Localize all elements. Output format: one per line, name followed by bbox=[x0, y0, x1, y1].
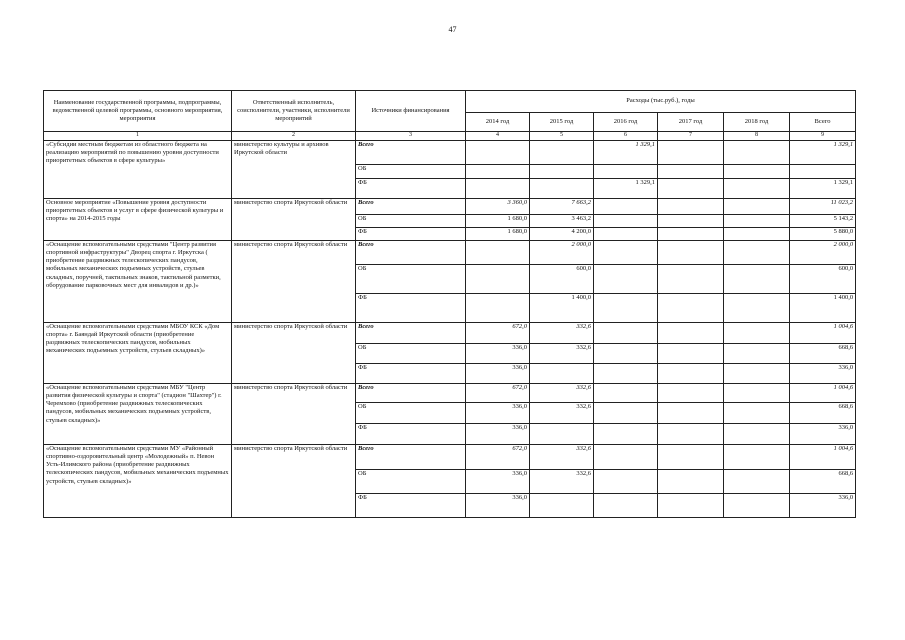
year-cell bbox=[594, 344, 658, 364]
year-cell bbox=[594, 215, 658, 228]
year-cell bbox=[594, 403, 658, 424]
year-cell bbox=[594, 424, 658, 445]
total-cell: 1 004,6 bbox=[790, 323, 856, 344]
year-cell bbox=[658, 265, 724, 294]
activity-name: «Оснащение вспомогательными средствами МБОУ КСК «Дом спорта» г. Баяндай Иркутской области (приобретение раздвижных телескопических пандусов, мобильных механических подъемных устройств, стульев складных)» bbox=[44, 323, 232, 384]
year-cell bbox=[658, 384, 724, 403]
year-cell: 336,0 bbox=[466, 470, 530, 494]
header-year: 2014 год bbox=[466, 113, 530, 132]
header-year: 2018 год bbox=[724, 113, 790, 132]
year-cell bbox=[658, 241, 724, 265]
year-cell bbox=[724, 199, 790, 215]
year-cell bbox=[594, 494, 658, 518]
total-cell: 336,0 bbox=[790, 424, 856, 445]
year-cell: 1 329,1 bbox=[594, 179, 658, 199]
column-number: 3 bbox=[356, 132, 466, 141]
year-cell bbox=[594, 470, 658, 494]
table-row bbox=[44, 323, 856, 344]
year-cell: 672,0 bbox=[466, 323, 530, 344]
year-cell bbox=[724, 424, 790, 445]
column-number: 1 bbox=[44, 132, 232, 141]
activity-name: «Оснащение вспомогательными средствами "Центр развития спортивной инфраструктуры" Дворец спорта г. Иркутска ( приобретение раздвижных телескопических пандусов, мобильных механических подъемных устройств, стульев складных, поручней, тактильных знаков, тактильной разметки, оборудование парковочных мест для инвалидов и др.)» bbox=[44, 241, 232, 323]
year-cell bbox=[658, 165, 724, 179]
header-year: 2017 год bbox=[658, 113, 724, 132]
year-cell bbox=[594, 165, 658, 179]
year-cell bbox=[658, 470, 724, 494]
funding-source: ФБ bbox=[356, 179, 466, 199]
executor: министерство спорта Иркутской области bbox=[232, 199, 356, 241]
year-cell: 336,0 bbox=[466, 364, 530, 384]
year-cell bbox=[658, 424, 724, 445]
table-row bbox=[44, 241, 856, 265]
total-cell: 1 004,6 bbox=[790, 445, 856, 470]
year-cell bbox=[530, 165, 594, 179]
executor: министерство спорта Иркутской области bbox=[232, 323, 356, 384]
funding-source: ОБ bbox=[356, 344, 466, 364]
column-number: 9 bbox=[790, 132, 856, 141]
column-number: 7 bbox=[658, 132, 724, 141]
year-cell: 3 463,2 bbox=[530, 215, 594, 228]
table-row bbox=[44, 445, 856, 470]
year-cell bbox=[724, 228, 790, 241]
year-cell bbox=[724, 494, 790, 518]
year-cell bbox=[594, 384, 658, 403]
year-cell: 336,0 bbox=[466, 494, 530, 518]
year-cell bbox=[594, 228, 658, 241]
table-row bbox=[44, 199, 856, 215]
year-cell bbox=[724, 384, 790, 403]
total-cell: 600,0 bbox=[790, 265, 856, 294]
column-number: 2 bbox=[232, 132, 356, 141]
table-row bbox=[44, 141, 856, 165]
header-source: Источники финансирования bbox=[356, 91, 466, 132]
year-cell bbox=[594, 241, 658, 265]
year-cell: 332,6 bbox=[530, 403, 594, 424]
header-total: Всего bbox=[790, 113, 856, 132]
header-executor: Ответственный исполнитель, соисполнители, участники, исполнители мероприятий bbox=[232, 91, 356, 132]
header-year: 2015 год bbox=[530, 113, 594, 132]
executor: министерство спорта Иркутской области bbox=[232, 241, 356, 323]
funding-source: ФБ bbox=[356, 364, 466, 384]
year-cell bbox=[724, 344, 790, 364]
funding-source: Всего bbox=[356, 241, 466, 265]
funding-source: Всего bbox=[356, 384, 466, 403]
year-cell bbox=[724, 141, 790, 165]
year-cell bbox=[658, 323, 724, 344]
year-cell bbox=[530, 494, 594, 518]
total-cell: 1 400,0 bbox=[790, 294, 856, 323]
year-cell: 332,6 bbox=[530, 344, 594, 364]
executor: министерство культуры и архивов Иркутской области bbox=[232, 141, 356, 199]
year-cell: 332,6 bbox=[530, 323, 594, 344]
total-cell: 1 329,1 bbox=[790, 141, 856, 165]
year-cell bbox=[594, 445, 658, 470]
year-cell: 2 000,0 bbox=[530, 241, 594, 265]
funding-source: ОБ bbox=[356, 403, 466, 424]
total-cell: 336,0 bbox=[790, 364, 856, 384]
year-cell: 3 360,0 bbox=[466, 199, 530, 215]
year-cell bbox=[594, 265, 658, 294]
column-number-row bbox=[44, 132, 856, 141]
year-cell bbox=[658, 294, 724, 323]
year-cell bbox=[724, 445, 790, 470]
year-cell bbox=[466, 241, 530, 265]
year-cell bbox=[658, 228, 724, 241]
header-expenses: Расходы (тыс.руб.), годы bbox=[466, 91, 856, 113]
year-cell: 672,0 bbox=[466, 445, 530, 470]
table-body bbox=[44, 141, 856, 518]
total-cell: 5 880,0 bbox=[790, 228, 856, 241]
year-cell: 1 680,0 bbox=[466, 215, 530, 228]
year-cell bbox=[466, 265, 530, 294]
year-cell bbox=[530, 424, 594, 445]
year-cell bbox=[594, 199, 658, 215]
executor: министерство спорта Иркутской области bbox=[232, 445, 356, 518]
year-cell bbox=[658, 179, 724, 199]
year-cell bbox=[724, 241, 790, 265]
year-cell: 332,6 bbox=[530, 445, 594, 470]
column-number: 8 bbox=[724, 132, 790, 141]
year-cell bbox=[658, 141, 724, 165]
year-cell: 336,0 bbox=[466, 424, 530, 445]
year-cell: 336,0 bbox=[466, 403, 530, 424]
activity-name: Основное мероприятие «Повышение уровня доступности приоритетных объектов и услуг в сфере физической культуры и спорта» на 2014-2015 годы bbox=[44, 199, 232, 241]
funding-source: ФБ bbox=[356, 228, 466, 241]
total-cell: 1 004,6 bbox=[790, 384, 856, 403]
year-cell: 336,0 bbox=[466, 344, 530, 364]
year-cell: 1 680,0 bbox=[466, 228, 530, 241]
year-cell bbox=[530, 364, 594, 384]
year-cell bbox=[594, 364, 658, 384]
year-cell bbox=[594, 294, 658, 323]
year-cell bbox=[724, 215, 790, 228]
total-cell: 11 023,2 bbox=[790, 199, 856, 215]
year-cell bbox=[466, 141, 530, 165]
year-cell: 4 200,0 bbox=[530, 228, 594, 241]
activity-name: «Оснащение вспомогательными средствами МУ «Районный спортивно-оздоровительный центр «Молодежный» п. Невон Усть-Илимского района (приобретение раздвижных телескопических пандусов, мобильных механических подъемных устройств, стульев складных)» bbox=[44, 445, 232, 518]
year-cell bbox=[724, 470, 790, 494]
funding-source: ОБ bbox=[356, 215, 466, 228]
year-cell bbox=[658, 199, 724, 215]
total-cell: 668,6 bbox=[790, 344, 856, 364]
year-cell bbox=[724, 364, 790, 384]
page-number: 47 bbox=[448, 25, 457, 34]
header-year: 2016 год bbox=[594, 113, 658, 132]
year-cell: 1 400,0 bbox=[530, 294, 594, 323]
year-cell bbox=[466, 179, 530, 199]
year-cell bbox=[466, 294, 530, 323]
year-cell: 332,6 bbox=[530, 384, 594, 403]
year-cell bbox=[658, 215, 724, 228]
year-cell bbox=[466, 165, 530, 179]
total-cell: 1 329,1 bbox=[790, 179, 856, 199]
funding-source: ФБ bbox=[356, 424, 466, 445]
year-cell: 600,0 bbox=[530, 265, 594, 294]
year-cell bbox=[724, 294, 790, 323]
total-cell: 668,6 bbox=[790, 403, 856, 424]
year-cell bbox=[724, 179, 790, 199]
year-cell: 332,6 bbox=[530, 470, 594, 494]
year-cell bbox=[530, 179, 594, 199]
column-number: 4 bbox=[466, 132, 530, 141]
year-cell: 7 663,2 bbox=[530, 199, 594, 215]
funding-source: Всего bbox=[356, 445, 466, 470]
year-cell bbox=[658, 494, 724, 518]
funding-source: ОБ bbox=[356, 265, 466, 294]
funding-source: ОБ bbox=[356, 470, 466, 494]
funding-source: ФБ bbox=[356, 494, 466, 518]
funding-source: Всего bbox=[356, 323, 466, 344]
year-cell bbox=[658, 403, 724, 424]
year-cell bbox=[724, 323, 790, 344]
year-cell bbox=[724, 265, 790, 294]
year-cell bbox=[530, 141, 594, 165]
activity-name: «Субсидии местным бюджетам из областного бюджета на реализацию мероприятий по повышению уровня доступности приоритетных объектов в сфере культуры» bbox=[44, 141, 232, 199]
column-number: 5 bbox=[530, 132, 594, 141]
activity-name: «Оснащение вспомогательными средствами МБУ "Центр развития физической культуры и спорта" (стадион "Шахтер") г. Черемхово (приобретение раздвижных телескопических пандусов, мобильных механических подъемных устройств, стульев складных)» bbox=[44, 384, 232, 445]
funding-source: Всего bbox=[356, 141, 466, 165]
year-cell bbox=[724, 403, 790, 424]
year-cell bbox=[658, 445, 724, 470]
funding-source: ОБ bbox=[356, 165, 466, 179]
total-cell: 336,0 bbox=[790, 494, 856, 518]
table-row bbox=[44, 384, 856, 403]
total-cell: 2 000,0 bbox=[790, 241, 856, 265]
total-cell bbox=[790, 165, 856, 179]
year-cell: 1 329,1 bbox=[594, 141, 658, 165]
total-cell: 5 143,2 bbox=[790, 215, 856, 228]
funding-source: Всего bbox=[356, 199, 466, 215]
year-cell bbox=[724, 165, 790, 179]
header-name: Наименование государственной программы, подпрограммы, ведомственной целевой программы, основного мероприятия, мероприятия bbox=[44, 91, 232, 132]
column-number: 6 bbox=[594, 132, 658, 141]
year-cell bbox=[658, 344, 724, 364]
year-cell bbox=[658, 364, 724, 384]
year-cell: 672,0 bbox=[466, 384, 530, 403]
budget-table bbox=[43, 90, 856, 518]
executor: министерство спорта Иркутской области bbox=[232, 384, 356, 445]
funding-source: ФБ bbox=[356, 294, 466, 323]
year-cell bbox=[594, 323, 658, 344]
total-cell: 668,6 bbox=[790, 470, 856, 494]
